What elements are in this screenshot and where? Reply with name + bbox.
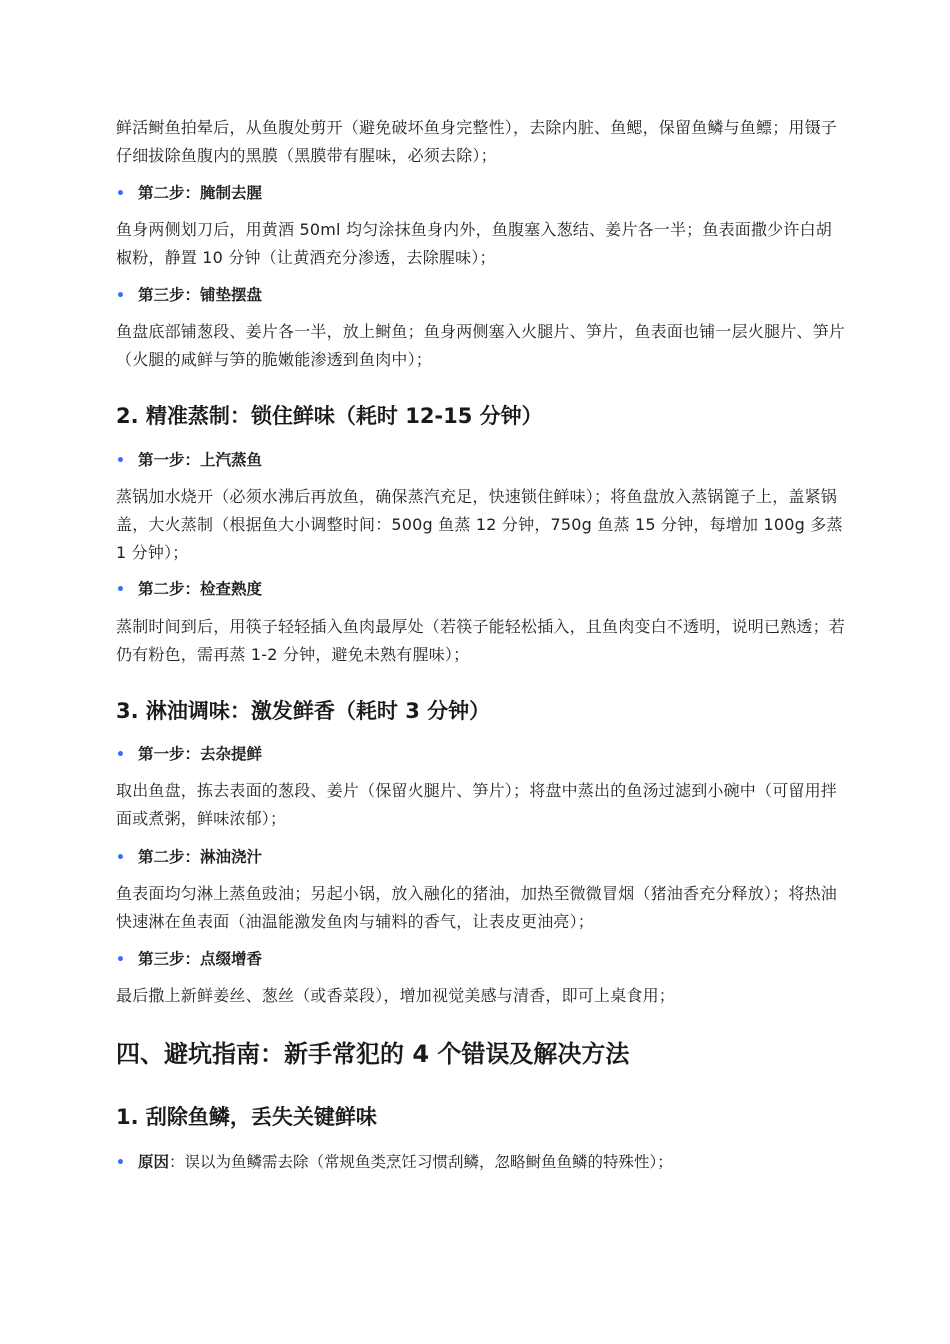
bullet-icon: •	[116, 747, 125, 763]
heading-pitfalls: 四、避坑指南：新手常犯的 4 个错误及解决方法	[116, 1040, 630, 1068]
bullet-icon: •	[116, 186, 125, 202]
step-garnish: • 第三步：点缀增香	[116, 947, 846, 972]
step-remove-aromatics: • 第一步：去杂提鲜	[116, 742, 846, 767]
heading-oil: 3. 淋油调味：激发鲜香（耗时 3 分钟）	[116, 699, 491, 723]
paragraph-garnish: 最后撒上新鲜姜丝、葱丝（或香菜段），增加视觉美感与清香，即可上桌食用；	[116, 986, 676, 1005]
bullet-icon: •	[116, 582, 125, 598]
bullet-icon: •	[116, 952, 125, 968]
heading-scales: 1. 刮除鱼鳞，丢失关键鲜味	[116, 1105, 377, 1129]
bullet-icon: •	[116, 1155, 125, 1171]
paragraph-remove-aromatics: 取出鱼盘，拣去表面的葱段、姜片（保留火腿片、笋片）；将盘中蒸出的鱼汤过滤到小碗中（可留用拌面或煮粥，鲜味浓郁）；	[116, 781, 838, 828]
reason-item: • 原因：误以为鱼鳞需去除（常规鱼类烹饪习惯刮鳞，忽略鲥鱼鱼鳞的特殊性）；	[116, 1150, 846, 1175]
step-doneness: • 第二步：检查熟度	[116, 577, 846, 602]
paragraph-plating: 鱼盘底部铺葱段、姜片各一半，放上鲥鱼；鱼身两侧塞入火腿片、笋片，鱼表面也铺一层火腿片、笋片（火腿的咸鲜与笋的脆嫩能渗透到鱼肉中）；	[116, 322, 846, 369]
paragraph-clean-fish: 鲜活鲥鱼拍晕后，从鱼腹处剪开（避免破坏鱼身完整性），去除内脏、鱼鳃，保留鱼鳞与鱼鳔；用镊子仔细拔除鱼腹内的黑膜（黑膜带有腥味，必须去除）；	[116, 118, 838, 165]
heading-steaming: 2. 精准蒸制：锁住鲜味（耗时 12-15 分钟）	[116, 404, 543, 428]
paragraph-doneness: 蒸制时间到后，用筷子轻轻插入鱼肉最厚处（若筷子能轻松插入，且鱼肉变白不透明，说明已熟透；若仍有粉色，需再蒸 1-2 分钟，避免未熟有腥味）；	[116, 617, 846, 664]
bullet-icon: •	[116, 453, 125, 469]
paragraph-marinate: 鱼身两侧划刀后，用黄酒 50ml 均匀涂抹鱼身内外，鱼腹塞入葱结、姜片各一半；鱼表面撒少许白胡椒粉，静置 10 分钟（让黄酒充分渗透，去除腥味）；	[116, 220, 832, 267]
bullet-icon: •	[116, 850, 125, 866]
step-hot-oil: • 第二步：淋油浇汁	[116, 845, 846, 870]
paragraph-steam: 蒸锅加水烧开（必须水沸后再放鱼，确保蒸汽充足，快速锁住鲜味）；将鱼盘放入蒸锅篦子上，盖紧锅盖，大火蒸制（根据鱼大小调整时间：500g 鱼蒸 12 分钟，750g 鱼蒸 15 分钟，每增加 100g 多蒸 1 分钟）；	[116, 487, 843, 562]
bullet-icon: •	[116, 288, 125, 304]
step-steam: • 第一步：上汽蒸鱼	[116, 448, 846, 473]
paragraph-hot-oil: 鱼表面均匀淋上蒸鱼豉油；另起小锅，放入融化的猪油，加热至微微冒烟（猪油香充分释放）；将热油快速淋在鱼表面（油温能激发鱼肉与辅料的香气，让表皮更油亮）；	[116, 884, 838, 931]
step-plating: • 第三步：铺垫摆盘	[116, 283, 846, 308]
step-marinate: • 第二步：腌制去腥	[116, 181, 846, 206]
